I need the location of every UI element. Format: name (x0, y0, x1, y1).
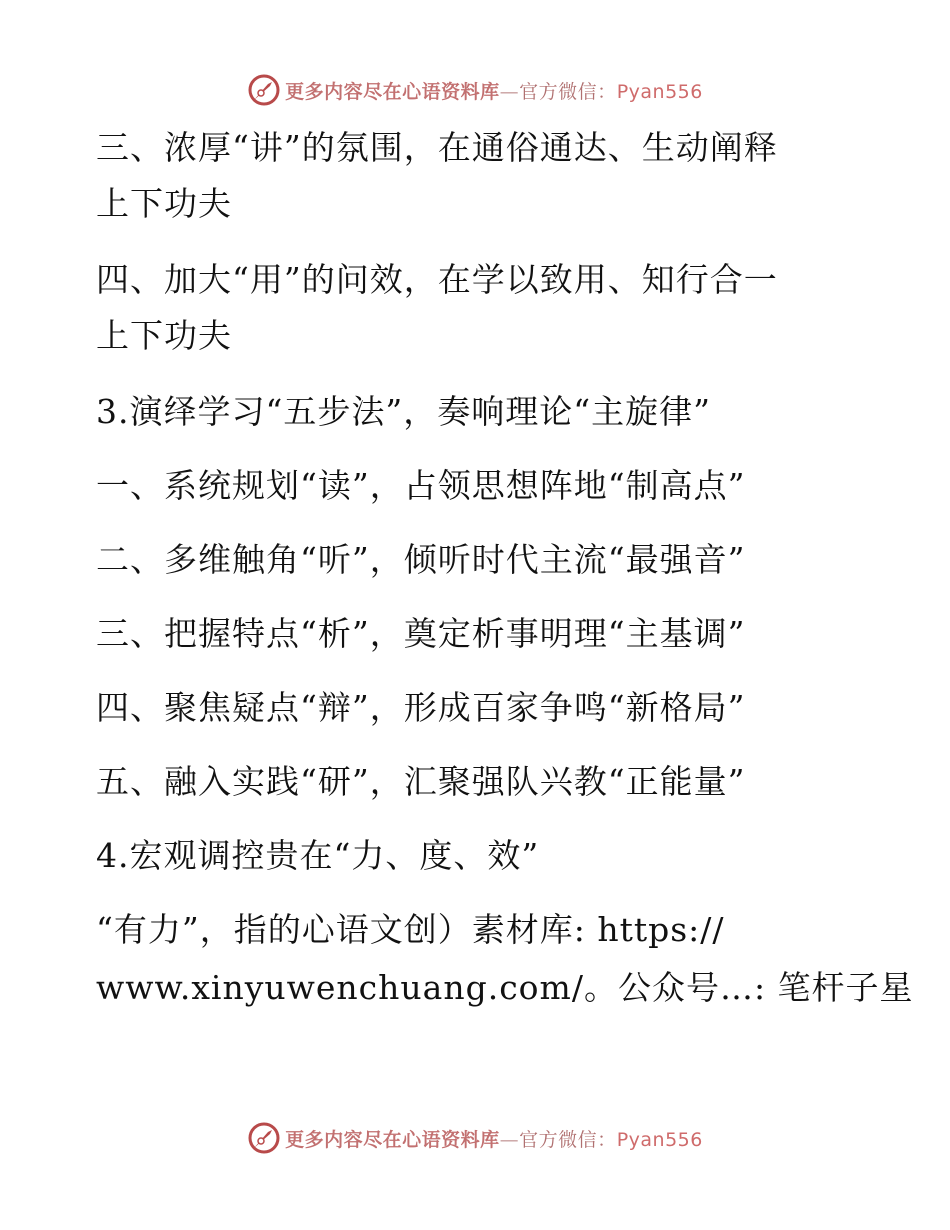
text-line: 上下功夫 (96, 316, 232, 355)
text-line: 上下功夫 (96, 184, 232, 223)
text-line: 一、系统规划“读”，占领思想阵地“制高点” (96, 466, 746, 505)
text-line: 三、浓厚“讲”的氛围，在通俗通达、生动阐释 (96, 128, 778, 167)
watermark-main: 更多内容尽在心语资料库 (285, 80, 500, 103)
text-line: 4.宏观调控贵在“力、度、效” (96, 836, 540, 875)
pen-logo-icon (247, 1121, 281, 1155)
text-line: 三、把握特点“析”，奠定析事明理“主基调” (96, 614, 746, 653)
watermark-wechat-id: Pyan556 (616, 1128, 703, 1151)
watermark-wechat-id: Pyan556 (616, 80, 703, 103)
text-line: 二、多维触角“听”，倾听时代主流“最强音” (96, 540, 746, 579)
watermark-separator: — (499, 80, 520, 103)
text-line: “有力”，指的心语文创）素材库: https:// (96, 910, 725, 949)
watermark-label: 官方微信： (519, 80, 617, 103)
watermark-text (285, 77, 703, 104)
text-line: www.xinyuwenchuang.com/。公众号…: 笔杆子星 (96, 968, 914, 1007)
watermark-text (285, 1125, 703, 1152)
text-line: 3.演绎学习“五步法”，奏响理论“主旋律” (96, 392, 711, 431)
watermark-label: 官方微信： (519, 1128, 617, 1151)
text-line: 四、加大“用”的问效，在学以致用、知行合一 (96, 260, 778, 299)
text-line: 五、融入实践“研”，汇聚强队兴教“正能量” (96, 762, 746, 801)
pen-logo-icon (247, 73, 281, 107)
page-footer-watermark (0, 1120, 950, 1156)
watermark-separator: — (499, 1128, 520, 1151)
page-header-watermark (0, 72, 950, 108)
text-line: 四、聚焦疑点“辩”，形成百家争鸣“新格局” (96, 688, 746, 727)
watermark-main: 更多内容尽在心语资料库 (285, 1128, 500, 1151)
